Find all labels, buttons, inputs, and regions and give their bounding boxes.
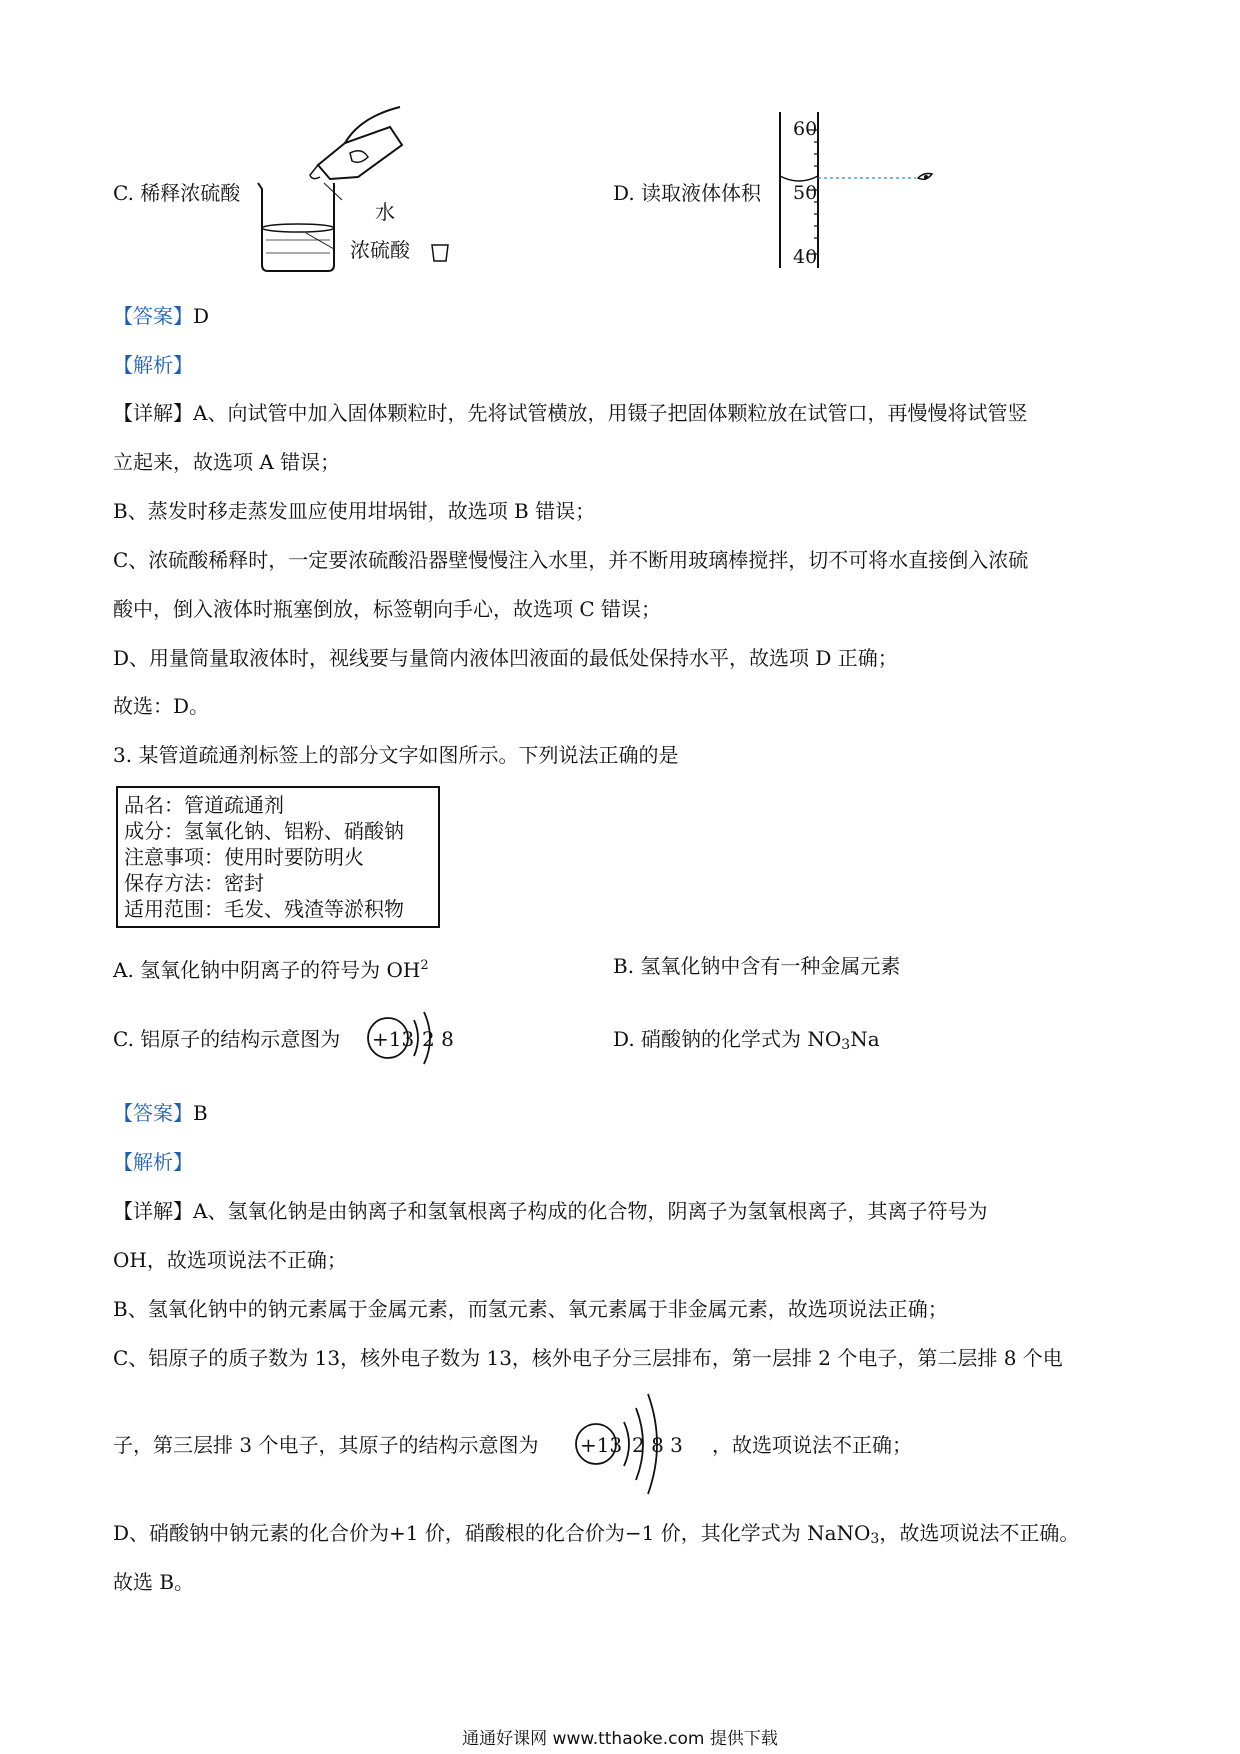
q3-detail-c2-shells: 2 8 3 bbox=[632, 1433, 683, 1457]
q3-detail-a1: 【详解】A、氢氧化钠是由钠离子和氢氧根离子构成的化合物，阴离子为氢氧根离子，其离子符号为 bbox=[113, 1199, 988, 1223]
label-line-2: 成分：氢氧化钠、铝粉、硝酸钠 bbox=[124, 819, 404, 843]
q2-option-c: C. 稀释浓硫酸 bbox=[113, 181, 241, 205]
q3-option-c-shells: 2 8 bbox=[422, 1027, 454, 1051]
water-label: 水 bbox=[375, 200, 395, 224]
page-footer: 通通好课网 www.tthaoke.com 提供下载 bbox=[462, 1729, 778, 1749]
q2-detail-line-2: 立起来，故选项 A 错误； bbox=[113, 450, 341, 474]
acid-label: 浓硫酸 bbox=[350, 238, 410, 262]
q3-detail-d: D、硝酸钠中钠元素的化合价为+1 价，硝酸根的化合价为−1 价，其化学式为 NaNO$_3$，故选项说法不正确。 bbox=[113, 1521, 1080, 1547]
label-line-3: 注意事项：使用时要防明火 bbox=[124, 845, 364, 869]
cylinder-tick-40: 40 bbox=[793, 246, 818, 268]
q2-detail-line-5: 酸中，倒入液体时瓶塞倒放，标签朝向手心，故选项 C 错误； bbox=[113, 597, 662, 621]
q3-detail-b: B、氢氧化钠中的钠元素属于金属元素，而氢元素、氧元素属于非金属元素，故选项说法正确； bbox=[113, 1297, 948, 1321]
q2-detail-line-6: D、用量筒量取液体时，视线要与量筒内液体凹液面的最低处保持水平，故选项 D 正确； bbox=[113, 646, 898, 670]
q2-analysis-tag: 【解析】 bbox=[113, 353, 193, 377]
q3-option-a: A. 氢氧化钠中阴离子的符号为 $OH^2$ bbox=[113, 958, 429, 982]
cylinder-tick-50: 50 bbox=[793, 182, 818, 204]
q2-detail-line-4: C、浓硫酸稀释时，一定要浓硫酸沿器壁慢慢注入水里，并不断用玻璃棒搅拌，切不可将水直接倒入浓硫 bbox=[113, 548, 1029, 572]
q2-detail-line-3: B、蒸发时移走蒸发皿应使用坩埚钳，故选项 B 错误； bbox=[113, 499, 596, 523]
q2-detail-line-1: 【详解】A、向试管中加入固体颗粒时，先将试管横放，用镊子把固体颗粒放在试管口，再慢慢将试管竖 bbox=[113, 401, 1028, 425]
q3-conclusion: 故选 B。 bbox=[113, 1570, 195, 1594]
product-label-box bbox=[116, 786, 440, 928]
q3-detail-c2-prefix: 子，第三层排 3 个电子，其原子的结构示意图为 bbox=[113, 1433, 539, 1457]
q3-option-c: C. 铝原子的结构示意图为 bbox=[113, 1027, 341, 1051]
q3-option-d: D. 硝酸钠的化学式为 $NO_3Na$ bbox=[613, 1027, 880, 1053]
q3-analysis-tag: 【解析】 bbox=[113, 1150, 193, 1174]
q3-option-b: B. 氢氧化钠中含有一种金属元素 bbox=[613, 954, 901, 978]
q2-option-d: D. 读取液体体积 bbox=[613, 181, 762, 205]
cylinder-tick-60: 60 bbox=[793, 118, 818, 140]
q2-answer: 【答案】D bbox=[113, 304, 210, 328]
q3-stem: 3. 某管道疏通剂标签上的部分文字如图所示。下列说法正确的是 bbox=[113, 743, 679, 767]
q3-detail-c2-suffix: ，故选项说法不正确； bbox=[712, 1433, 912, 1457]
q3-detail-c1: C、铝原子的质子数为 13，核外电子数为 13，核外电子分三层排布，第一层排 2 个电子，第二层排 8 个电 bbox=[113, 1346, 1063, 1370]
q3-detail-a2: OH，故选项说法不正确； bbox=[113, 1248, 347, 1272]
q3-option-c-nucleus: +13 bbox=[372, 1027, 415, 1051]
q3-detail-c2-nucleus: +13 bbox=[580, 1433, 623, 1457]
label-line-1: 品名：管道疏通剂 bbox=[124, 793, 284, 817]
label-line-5: 适用范围：毛发、残渣等淤积物 bbox=[124, 897, 404, 921]
q3-answer: 【答案】B bbox=[113, 1101, 208, 1125]
q2-conclusion: 故选：D。 bbox=[113, 694, 210, 718]
label-line-4: 保存方法：密封 bbox=[124, 871, 264, 895]
